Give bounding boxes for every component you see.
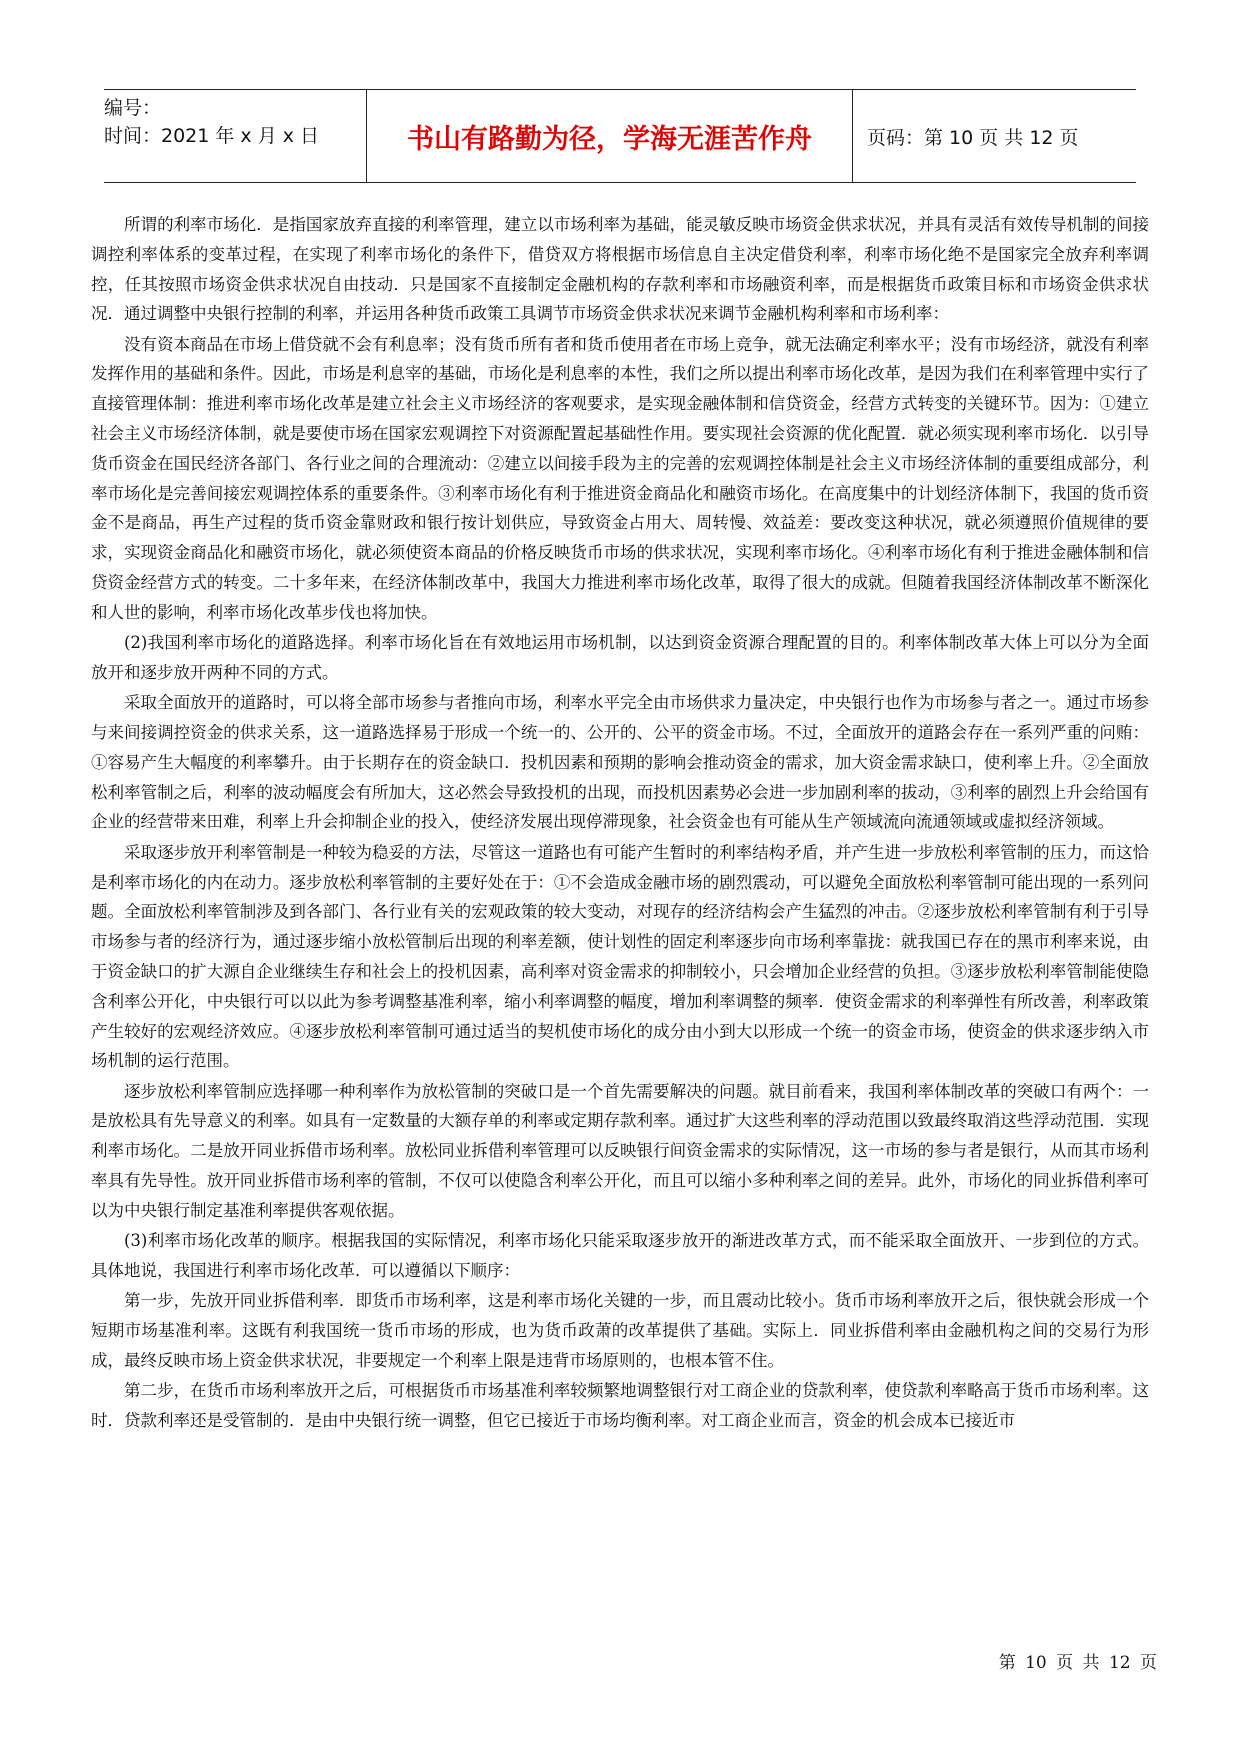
paragraph: 第二步，在货币市场利率放开之后，可根据货币市场基准利率较频繁地调整银行对工商企业的贷款利率，使贷款利率略高于货币市场利率。这时．贷款利率还是受管制的．是由中央银行统一调整，但它已接近于市场均衡利率。对工商企业而言，资金的机会成本已接近市	[91, 1381, 1149, 1430]
header-motto-cell	[367, 90, 853, 182]
page-label: 页码：第 10 页 共 12 页	[867, 126, 1079, 149]
header-page-cell	[853, 90, 1136, 182]
page-footer	[999, 1648, 1157, 1673]
paragraph: (3)利率市场化改革的顺序。根据我国的实际情况，利率市场化只能采取逐步放开的渐进改革方式，而不能采取全面放开、一步到位的方式。具体地说，我国进行利率市场化改革．可以遵循以下顺序：	[91, 1231, 1149, 1280]
footer-page-number: 第 10 页 共 12 页	[998, 1653, 1157, 1673]
paragraph: 第一步，先放开同业拆借利率．即货币市场利率，这是利率市场化关键的一步，而且震动比较小。货币市场利率放开之后，很快就会形成一个短期市场基准利率。这既有利我国统一货币市场的形成，也为货币政萧的改革提供了基础。实际上．同业拆借利率由金融机构之间的交易行为形成，最终反映市场上资金供求状况，非要规定一个利率上限是违背市场原则的，也根本管不住。	[91, 1291, 1149, 1370]
number-label: 编号：	[104, 97, 162, 119]
motto: 书山有路勤为径，学海无涯苦作舟	[407, 123, 812, 155]
paragraph: 所谓的利率市场化．是指国家放弃直接的利率管理，建立以市场利率为基础，能灵敏反映市场资金供求状况，并具有灵活有效传导机制的间接调控利率体系的变革过程，在实现了利率市场化的条件下，借贷双方将根据市场信息自主决定借贷利率，利率市场化绝不是国家完全放弃利率调控，任其按照市场资金供求状况自由技动．只是国家不直接制定金融机构的存款利率和市场融资利率，而是根据货币政策目标和市场资金供求状况．通过调整中央银行控制的利率，并运用各种货币政策工具调节市场资金供求状况来调节金融机构利率和市场利率：	[91, 215, 1149, 324]
document-body	[91, 210, 1149, 1436]
paragraph: 没有资本商品在市场上借贷就不会有利息率；没有货币所有者和货币使用者在市场上竞争，就无法确定利率水平；没有市场经济，就没有利率发挥作用的基础和条件。因此，市场是利息宰的基础，市场化是利息率的本性，我们之所以提出利率市场化改革，是因为我们在利率管理中实行了直接管理体制：推进利率市场化改革是建立社会主义市场经济的客观要求，是实现金融体制和信贷资金，经营方式转变的关键环节。因为：①建立社会主义市场经济体制，就是要使市场在国家宏观调控下对资源配置起基础性作用。要实现社会资源的优化配置．就必须实现利率市场化．以引导货币资金在国民经济各部门、各行业之间的合理流动：②建立以间接手段为主的完善的宏观调控体制是社会主义市场经济体制的重要组成部分，利率市场化是完善间接宏观调控体系的重要条件。③利率市场化有利于推进资金商品化和融资市场化。在高度集中的计划经济体制下，我国的货币资金不是商品，再生产过程的货币资金靠财政和银行按计划供应，导致资金占用大、周转慢、效益差：要改变这种状况，就必须遵照价值规律的要求，实现资金商品化和融资市场化，就必须使资本商品的价格反映货币市场的供求状况，实现利率市场化。④利率市场化有利于推进金融体制和信贷资金经营方式的转变。二十多年来，在经济体制改革中，我国大力推进利率市场化改革，取得了很大的成就。但随着我国经济体制改革不断深化和人世的影响，利率市场化改革步伐也将加快。	[91, 334, 1149, 622]
header-info-cell	[104, 90, 367, 182]
page-header	[104, 89, 1136, 183]
paragraph: (2)我国利率市场化的道路选择。利率市场化旨在有效地运用市场机制，以达到资金资源合理配置的目的。利率体制改革大体上可以分为全面放开和逐步放开两种不同的方式。	[91, 633, 1149, 682]
paragraph: 逐步放松利率管制应选择哪一种利率作为放松管制的突破口是一个首先需要解决的问题。就目前看来，我国利率体制改革的突破口有两个：一是放松具有先导意义的利率。如具有一定数量的大额存单的利率或定期存款利率。通过扩大这些利率的浮动范围以致最终取消这些浮动范围．实现利率市场化。二是放开同业拆借市场利率。放松同业拆借利率管理可以反映银行间资金需求的实际情况，这一市场的参与者是银行，从而其市场利率具有先导性。放开同业拆借市场利率的管制，不仅可以使隐含利率公开化，而且可以缩小多种利率之间的差异。此外，市场化的同业拆借利率可以为中央银行制定基准利率提供客观依据。	[91, 1081, 1149, 1220]
time-label: 时间：2021 年 x 月 x 日	[104, 125, 320, 147]
paragraph: 采取全面放开的道路时，可以将全部市场参与者推向市场，利率水平完全由市场供求力量决定，中央银行也作为市场参与者之一。通过市场参与来间接调控资金的供求关系，这一道路选择易于形成一个统一的、公开的、公平的资金市场。不过，全面放开的道路会存在一系列严重的问贿：①容易产生大幅度的利率攀升。由于长期存在的资金缺口．投机因素和预期的影响会推动资金的需求，加大资金需求缺口，使利率上升。②全面放松利率管制之后，利率的波动幅度会有所加大，这必然会导致投机的出现，而投机因素势必会进一步加剧利率的拔动，③利率的剧烈上升会给国有企业的经营带来田难，利率上升会抑制企业的投入，使经济发展出现停滞现象，社会资金也有可能从生产领域流向流通领域或虚拟经济领域。	[91, 693, 1149, 832]
paragraph: 采取逐步放开利率管制是一种较为稳妥的方法，尽管这一道路也有可能产生暂时的利率结构矛盾，并产生进一步放松利率管制的压力，而这恰是利率市场化的内在动力。逐步放松利率管制的主要好处在于：①不会造成金融市场的剧烈震动，可以避免全面放松利率管制可能出现的一系列问题。全面放松利率管制涉及到各部门、各行业有关的宏观政策的较大变动，对现存的经济结构会产生猛烈的冲击。②逐步放松利率管制有利于引导市场参与者的经济行为，通过逐步缩小放松管制后出现的利率差额，使计划性的固定利率逐步向市场利率靠拢：就我国已存在的黑市利率来说，由于资金缺口的扩大源自企业继续生存和社会上的投机因素，高利率对资金需求的抑制较小，只会增加企业经营的负担。③逐步放松利率管制能使隐含利率公开化，中央银行可以以此为参考调整基准利率，缩小利率调整的幅度，增加利率调整的频率．使资金需求的利率弹性有所改善，利率政策产生较好的宏观经济效应。④逐步放松利率管制可通过适当的契机使市场化的成分由小到大以形成一个统一的资金市场，使资金的供求逐步纳入市场机制的运行范围。	[91, 842, 1149, 1071]
